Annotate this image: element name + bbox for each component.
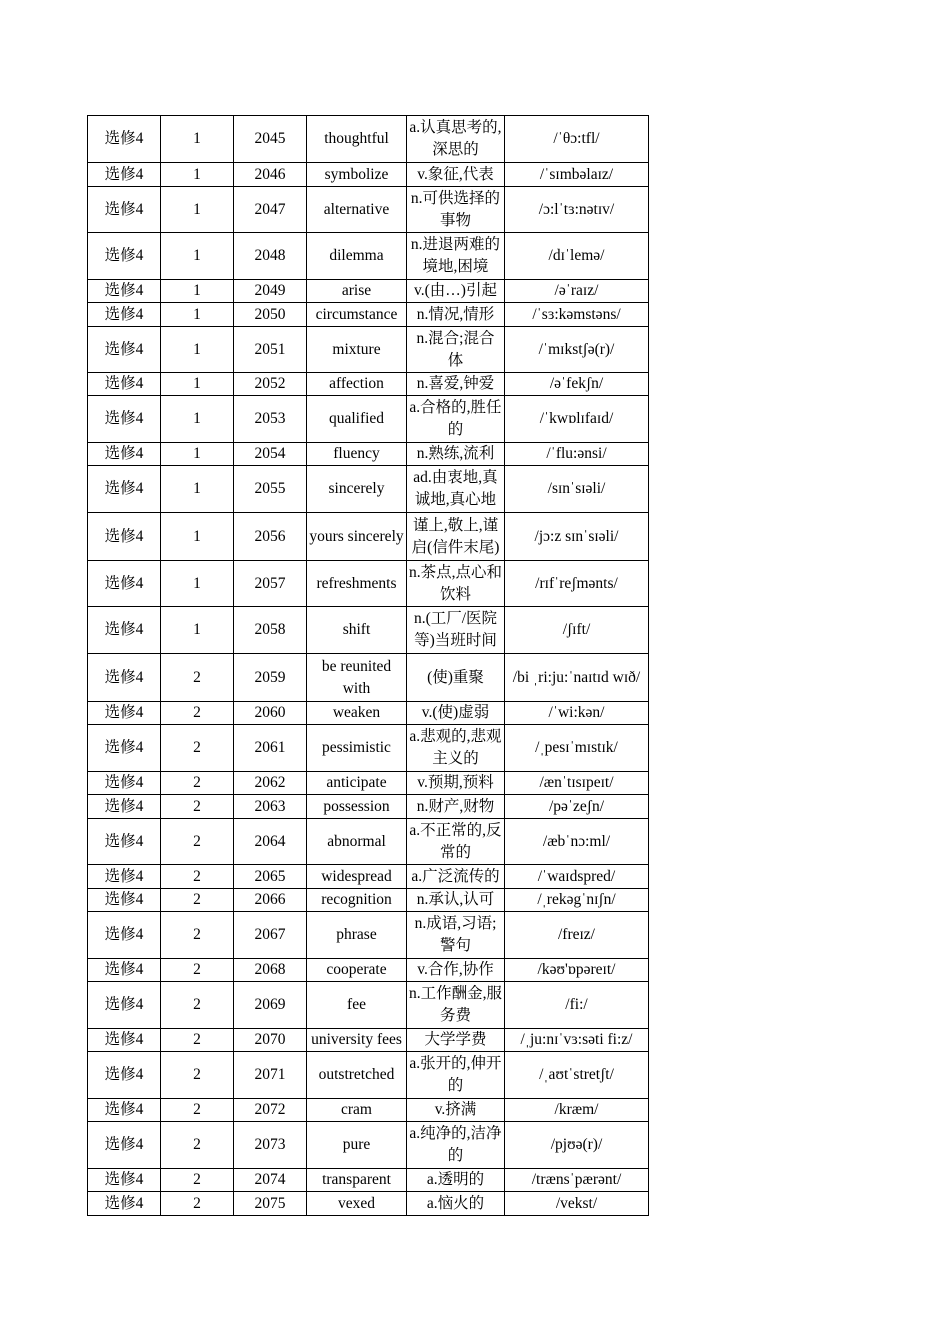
number-cell: 2064 xyxy=(234,819,307,865)
unit-cell: 1 xyxy=(161,513,234,561)
unit-cell: 1 xyxy=(161,116,234,163)
unit-cell: 1 xyxy=(161,561,234,607)
book-cell: 选修4 xyxy=(88,233,161,280)
word-cell: cooperate xyxy=(307,959,407,982)
unit-cell: 2 xyxy=(161,702,234,725)
meaning-cell: v.象征,代表 xyxy=(407,163,505,187)
meaning-cell: v.预期,预料 xyxy=(407,772,505,795)
book-cell: 选修4 xyxy=(88,912,161,959)
word-cell: affection xyxy=(307,373,407,396)
word-cell: shift xyxy=(307,607,407,654)
number-cell: 2047 xyxy=(234,187,307,233)
word-cell: yours sincerely xyxy=(307,513,407,561)
phonetic-cell: /kræm/ xyxy=(505,1099,649,1122)
word-cell: qualified xyxy=(307,396,407,443)
phonetic-cell: /əˈraɪz/ xyxy=(505,280,649,303)
meaning-cell: a.纯净的,洁净的 xyxy=(407,1122,505,1169)
word-cell: university fees xyxy=(307,1029,407,1052)
table-row xyxy=(88,373,649,396)
unit-cell: 2 xyxy=(161,889,234,912)
number-cell: 2059 xyxy=(234,654,307,702)
phonetic-cell: /ˈmɪkstʃə(r)/ xyxy=(505,327,649,373)
number-cell: 2060 xyxy=(234,702,307,725)
book-cell: 选修4 xyxy=(88,607,161,654)
book-cell: 选修4 xyxy=(88,982,161,1029)
book-cell: 选修4 xyxy=(88,795,161,819)
unit-cell: 2 xyxy=(161,1099,234,1122)
phonetic-cell: /ˈwi:kən/ xyxy=(505,702,649,725)
table-row xyxy=(88,912,649,959)
table-row xyxy=(88,561,649,607)
unit-cell: 1 xyxy=(161,233,234,280)
table-row xyxy=(88,725,649,772)
phonetic-cell: /pəˈzeʃn/ xyxy=(505,795,649,819)
book-cell: 选修4 xyxy=(88,373,161,396)
number-cell: 2055 xyxy=(234,466,307,513)
phonetic-cell: /sɪnˈsɪəli/ xyxy=(505,466,649,513)
unit-cell: 2 xyxy=(161,912,234,959)
table-row xyxy=(88,327,649,373)
phonetic-cell: /ænˈtɪsɪpeɪt/ xyxy=(505,772,649,795)
unit-cell: 1 xyxy=(161,607,234,654)
unit-cell: 2 xyxy=(161,1192,234,1216)
table-row xyxy=(88,702,649,725)
book-cell: 选修4 xyxy=(88,327,161,373)
table-row xyxy=(88,959,649,982)
unit-cell: 1 xyxy=(161,373,234,396)
unit-cell: 1 xyxy=(161,327,234,373)
book-cell: 选修4 xyxy=(88,1122,161,1169)
number-cell: 2045 xyxy=(234,116,307,163)
unit-cell: 1 xyxy=(161,396,234,443)
number-cell: 2068 xyxy=(234,959,307,982)
table-row xyxy=(88,772,649,795)
number-cell: 2046 xyxy=(234,163,307,187)
table-row xyxy=(88,819,649,865)
number-cell: 2058 xyxy=(234,607,307,654)
table-row xyxy=(88,466,649,513)
phonetic-cell: /vekst/ xyxy=(505,1192,649,1216)
unit-cell: 2 xyxy=(161,1029,234,1052)
meaning-cell: n.熟练,流利 xyxy=(407,443,505,466)
word-cell: vexed xyxy=(307,1192,407,1216)
number-cell: 2067 xyxy=(234,912,307,959)
book-cell: 选修4 xyxy=(88,513,161,561)
number-cell: 2070 xyxy=(234,1029,307,1052)
unit-cell: 2 xyxy=(161,1169,234,1192)
phonetic-cell: /kəʊ'ɒpəreɪt/ xyxy=(505,959,649,982)
number-cell: 2053 xyxy=(234,396,307,443)
table-row xyxy=(88,982,649,1029)
word-cell: fluency xyxy=(307,443,407,466)
book-cell: 选修4 xyxy=(88,1169,161,1192)
meaning-cell: n.(工厂/医院等)当班时间 xyxy=(407,607,505,654)
word-cell: symbolize xyxy=(307,163,407,187)
number-cell: 2071 xyxy=(234,1052,307,1099)
table-row xyxy=(88,1052,649,1099)
phonetic-cell: /ˈkwɒlɪfaɪd/ xyxy=(505,396,649,443)
phonetic-cell: /fi:/ xyxy=(505,982,649,1029)
table-row xyxy=(88,443,649,466)
word-cell: recognition xyxy=(307,889,407,912)
book-cell: 选修4 xyxy=(88,725,161,772)
word-cell: alternative xyxy=(307,187,407,233)
meaning-cell: n.承认,认可 xyxy=(407,889,505,912)
phonetic-cell: /ˈwaɪdspred/ xyxy=(505,865,649,889)
meaning-cell: n.喜爱,钟爱 xyxy=(407,373,505,396)
table-row xyxy=(88,1169,649,1192)
book-cell: 选修4 xyxy=(88,702,161,725)
word-cell: anticipate xyxy=(307,772,407,795)
table-row xyxy=(88,187,649,233)
phonetic-cell: /ˈθɔ:tfl/ xyxy=(505,116,649,163)
phonetic-cell: /ˌju:nɪˈvɜ:səti fi:z/ xyxy=(505,1029,649,1052)
phonetic-cell: /trænsˈpærənt/ xyxy=(505,1169,649,1192)
meaning-cell: v.(使)虚弱 xyxy=(407,702,505,725)
meaning-cell: v.挤满 xyxy=(407,1099,505,1122)
meaning-cell: a.认真思考的,深思的 xyxy=(407,116,505,163)
word-cell: transparent xyxy=(307,1169,407,1192)
meaning-cell: a.不正常的,反常的 xyxy=(407,819,505,865)
table-row xyxy=(88,889,649,912)
number-cell: 2052 xyxy=(234,373,307,396)
book-cell: 选修4 xyxy=(88,1029,161,1052)
table-row xyxy=(88,1122,649,1169)
word-cell: pure xyxy=(307,1122,407,1169)
phonetic-cell: /freɪz/ xyxy=(505,912,649,959)
meaning-cell: a.恼火的 xyxy=(407,1192,505,1216)
number-cell: 2048 xyxy=(234,233,307,280)
vocabulary-rows xyxy=(88,116,649,1216)
book-cell: 选修4 xyxy=(88,1052,161,1099)
word-cell: widespread xyxy=(307,865,407,889)
table-row xyxy=(88,233,649,280)
meaning-cell: a.张开的,伸开的 xyxy=(407,1052,505,1099)
number-cell: 2062 xyxy=(234,772,307,795)
unit-cell: 2 xyxy=(161,772,234,795)
word-cell: pessimistic xyxy=(307,725,407,772)
book-cell: 选修4 xyxy=(88,466,161,513)
table-row xyxy=(88,396,649,443)
meaning-cell: a.合格的,胜任的 xyxy=(407,396,505,443)
book-cell: 选修4 xyxy=(88,889,161,912)
number-cell: 2063 xyxy=(234,795,307,819)
book-cell: 选修4 xyxy=(88,443,161,466)
book-cell: 选修4 xyxy=(88,187,161,233)
phonetic-cell: /æbˈnɔ:ml/ xyxy=(505,819,649,865)
table-row xyxy=(88,607,649,654)
meaning-cell: 谨上,敬上,谨启(信件末尾) xyxy=(407,513,505,561)
number-cell: 2066 xyxy=(234,889,307,912)
word-cell: arise xyxy=(307,280,407,303)
unit-cell: 2 xyxy=(161,819,234,865)
word-cell: fee xyxy=(307,982,407,1029)
meaning-cell: 大学学费 xyxy=(407,1029,505,1052)
word-cell: phrase xyxy=(307,912,407,959)
vocabulary-table xyxy=(87,115,649,1216)
unit-cell: 1 xyxy=(161,303,234,327)
meaning-cell: a.透明的 xyxy=(407,1169,505,1192)
phonetic-cell: /ˌpesɪˈmɪstɪk/ xyxy=(505,725,649,772)
meaning-cell: (使)重聚 xyxy=(407,654,505,702)
word-cell: be reunited with xyxy=(307,654,407,702)
word-cell: dilemma xyxy=(307,233,407,280)
phonetic-cell: /əˈfekʃn/ xyxy=(505,373,649,396)
book-cell: 选修4 xyxy=(88,303,161,327)
word-cell: cram xyxy=(307,1099,407,1122)
phonetic-cell: /ˈflu:ənsi/ xyxy=(505,443,649,466)
unit-cell: 2 xyxy=(161,1052,234,1099)
book-cell: 选修4 xyxy=(88,1099,161,1122)
table-row xyxy=(88,303,649,327)
unit-cell: 1 xyxy=(161,443,234,466)
unit-cell: 1 xyxy=(161,466,234,513)
word-cell: mixture xyxy=(307,327,407,373)
phonetic-cell: /dɪˈlemə/ xyxy=(505,233,649,280)
word-cell: circumstance xyxy=(307,303,407,327)
phonetic-cell: /jɔ:z sɪnˈsɪəli/ xyxy=(505,513,649,561)
meaning-cell: n.混合;混合体 xyxy=(407,327,505,373)
number-cell: 2051 xyxy=(234,327,307,373)
number-cell: 2061 xyxy=(234,725,307,772)
unit-cell: 2 xyxy=(161,654,234,702)
unit-cell: 2 xyxy=(161,959,234,982)
book-cell: 选修4 xyxy=(88,561,161,607)
table-row xyxy=(88,1099,649,1122)
word-cell: refreshments xyxy=(307,561,407,607)
meaning-cell: n.工作酬金,服务费 xyxy=(407,982,505,1029)
unit-cell: 2 xyxy=(161,982,234,1029)
meaning-cell: n.可供选择的事物 xyxy=(407,187,505,233)
table-row xyxy=(88,865,649,889)
phonetic-cell: /bi ˌri:ju:ˈnaɪtɪd wɪð/ xyxy=(505,654,649,702)
number-cell: 2057 xyxy=(234,561,307,607)
phonetic-cell: /ˈsɪmbəlaɪz/ xyxy=(505,163,649,187)
phonetic-cell: /rɪfˈreʃmənts/ xyxy=(505,561,649,607)
number-cell: 2050 xyxy=(234,303,307,327)
table-row xyxy=(88,116,649,163)
book-cell: 选修4 xyxy=(88,959,161,982)
unit-cell: 2 xyxy=(161,1122,234,1169)
phonetic-cell: /ˈsɜ:kəmstəns/ xyxy=(505,303,649,327)
word-cell: outstretched xyxy=(307,1052,407,1099)
meaning-cell: n.进退两难的境地,困境 xyxy=(407,233,505,280)
number-cell: 2075 xyxy=(234,1192,307,1216)
phonetic-cell: /pjʊə(r)/ xyxy=(505,1122,649,1169)
number-cell: 2056 xyxy=(234,513,307,561)
unit-cell: 2 xyxy=(161,865,234,889)
meaning-cell: v.(由…)引起 xyxy=(407,280,505,303)
phonetic-cell: /ˌaʊtˈstretʃt/ xyxy=(505,1052,649,1099)
table-row xyxy=(88,513,649,561)
number-cell: 2065 xyxy=(234,865,307,889)
meaning-cell: n.情况,情形 xyxy=(407,303,505,327)
book-cell: 选修4 xyxy=(88,396,161,443)
meaning-cell: a.悲观的,悲观主义的 xyxy=(407,725,505,772)
table-row xyxy=(88,795,649,819)
number-cell: 2074 xyxy=(234,1169,307,1192)
number-cell: 2054 xyxy=(234,443,307,466)
number-cell: 2049 xyxy=(234,280,307,303)
book-cell: 选修4 xyxy=(88,1192,161,1216)
number-cell: 2073 xyxy=(234,1122,307,1169)
unit-cell: 2 xyxy=(161,725,234,772)
phonetic-cell: /ɔ:lˈtɜ:nətɪv/ xyxy=(505,187,649,233)
phonetic-cell: /ʃɪft/ xyxy=(505,607,649,654)
phonetic-cell: /ˌrekəgˈnɪʃn/ xyxy=(505,889,649,912)
unit-cell: 1 xyxy=(161,163,234,187)
table-row xyxy=(88,1192,649,1216)
word-cell: weaken xyxy=(307,702,407,725)
unit-cell: 2 xyxy=(161,795,234,819)
table-row xyxy=(88,654,649,702)
word-cell: possession xyxy=(307,795,407,819)
table-row xyxy=(88,1029,649,1052)
meaning-cell: ad.由衷地,真诚地,真心地 xyxy=(407,466,505,513)
book-cell: 选修4 xyxy=(88,819,161,865)
meaning-cell: v.合作,协作 xyxy=(407,959,505,982)
meaning-cell: n.财产,财物 xyxy=(407,795,505,819)
book-cell: 选修4 xyxy=(88,280,161,303)
book-cell: 选修4 xyxy=(88,654,161,702)
unit-cell: 1 xyxy=(161,187,234,233)
table-row xyxy=(88,163,649,187)
meaning-cell: n.成语,习语;警句 xyxy=(407,912,505,959)
number-cell: 2072 xyxy=(234,1099,307,1122)
number-cell: 2069 xyxy=(234,982,307,1029)
meaning-cell: a.广泛流传的 xyxy=(407,865,505,889)
table-row xyxy=(88,280,649,303)
book-cell: 选修4 xyxy=(88,865,161,889)
word-cell: abnormal xyxy=(307,819,407,865)
unit-cell: 1 xyxy=(161,280,234,303)
book-cell: 选修4 xyxy=(88,116,161,163)
book-cell: 选修4 xyxy=(88,163,161,187)
book-cell: 选修4 xyxy=(88,772,161,795)
word-cell: sincerely xyxy=(307,466,407,513)
meaning-cell: n.茶点,点心和饮料 xyxy=(407,561,505,607)
word-cell: thoughtful xyxy=(307,116,407,163)
